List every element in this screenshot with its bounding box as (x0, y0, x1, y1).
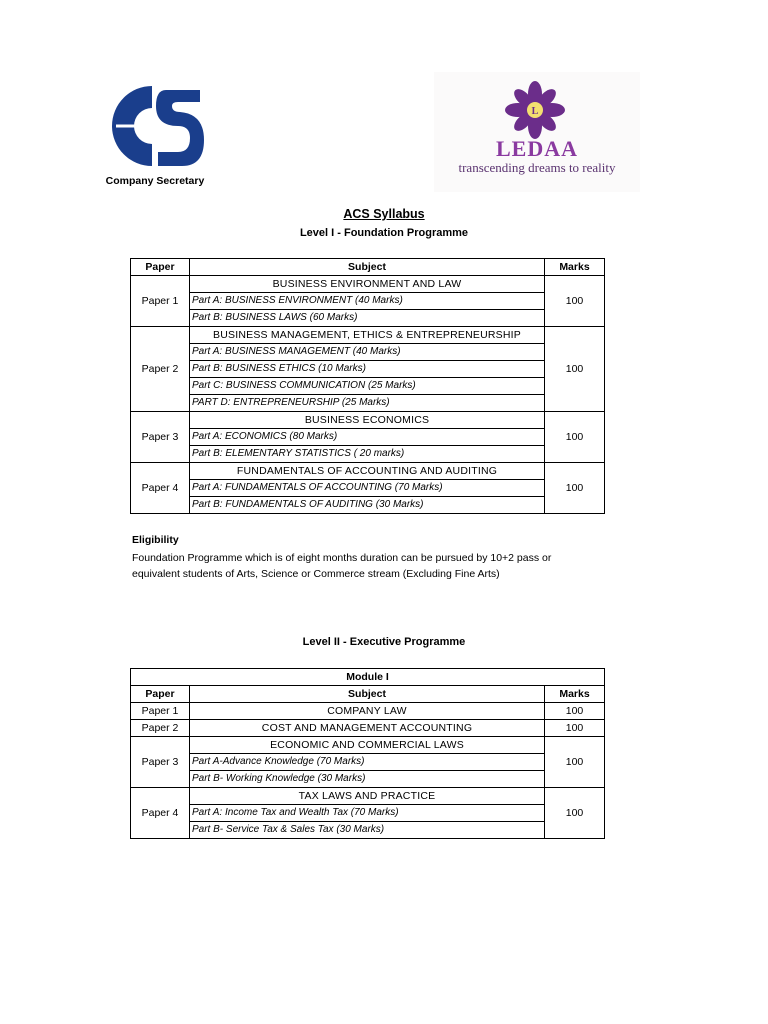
table-row (131, 395, 605, 412)
ledaa-initial: L (531, 106, 539, 117)
table-row (131, 463, 605, 480)
header-subject: Subject (190, 686, 545, 703)
subject-cell: BUSINESS ENVIRONMENT AND LAW (190, 276, 545, 293)
paper-cell: Paper 3 (131, 737, 190, 788)
marks-cell: 100 (545, 720, 605, 737)
executive-table (130, 668, 605, 839)
table-row (131, 327, 605, 344)
marks-cell: 100 (545, 276, 605, 327)
subject-cell: BUSINESS ECONOMICS (190, 412, 545, 429)
paper-cell: Paper 2 (131, 327, 190, 412)
marks-cell: 100 (545, 737, 605, 788)
eligibility-heading: Eligibility (132, 534, 179, 546)
part-cell: Part A: ECONOMICS (80 Marks) (190, 429, 545, 446)
part-cell: Part A: FUNDAMENTALS OF ACCOUNTING (70 Marks) (190, 480, 545, 497)
eligibility-line: Foundation Programme which is of eight months duration can be pursued by 10+2 pass or (132, 552, 552, 564)
table-row (131, 293, 605, 310)
header-paper: Paper (131, 686, 190, 703)
table-row (131, 805, 605, 822)
part-cell: Part B: ELEMENTARY STATISTICS ( 20 marks) (190, 446, 545, 463)
table-row (131, 310, 605, 327)
ledaa-tagline: transcending dreams to reality (458, 160, 616, 175)
page-title: ACS Syllabus (343, 207, 425, 221)
marks-cell: 100 (545, 327, 605, 412)
paper-cell: Paper 1 (131, 276, 190, 327)
subject-cell: COMPANY LAW (190, 703, 545, 720)
header-marks: Marks (545, 259, 605, 276)
table-row (131, 771, 605, 788)
table-row (131, 378, 605, 395)
table-row (131, 361, 605, 378)
paper-cell: Paper 2 (131, 720, 190, 737)
part-cell: Part B: BUSINESS ETHICS (10 Marks) (190, 361, 545, 378)
table-row (131, 497, 605, 514)
table-row (131, 788, 605, 805)
eligibility-line: equivalent students of Arts, Science or Commerce stream (Excluding Fine Arts) (132, 568, 500, 580)
marks-cell: 100 (545, 788, 605, 839)
subject-cell: TAX LAWS AND PRACTICE (190, 788, 545, 805)
module-row (131, 669, 605, 686)
table-row (131, 429, 605, 446)
table-row (131, 446, 605, 463)
paper-cell: Paper 4 (131, 463, 190, 514)
subject-cell: FUNDAMENTALS OF ACCOUNTING AND AUDITING (190, 463, 545, 480)
part-cell: Part A: BUSINESS MANAGEMENT (40 Marks) (190, 344, 545, 361)
subject-cell: ECONOMIC AND COMMERCIAL LAWS (190, 737, 545, 754)
part-cell: Part A-Advance Knowledge (70 Marks) (190, 754, 545, 771)
marks-cell: 100 (545, 412, 605, 463)
foundation-table (130, 258, 605, 514)
eligibility-text (132, 550, 612, 582)
table-row (131, 703, 605, 720)
table-row (131, 480, 605, 497)
module-title: Module I (131, 669, 605, 686)
flower-icon (504, 80, 566, 140)
table-row (131, 822, 605, 839)
part-cell: Part B- Service Tax & Sales Tax (30 Marks) (190, 822, 545, 839)
paper-cell: Paper 4 (131, 788, 190, 839)
part-cell: Part B- Working Knowledge (30 Marks) (190, 771, 545, 788)
paper-cell: Paper 3 (131, 412, 190, 463)
header-subject: Subject (190, 259, 545, 276)
paper-cell: Paper 1 (131, 703, 190, 720)
subject-cell: COST AND MANAGEMENT ACCOUNTING (190, 720, 545, 737)
part-cell: Part A: BUSINESS ENVIRONMENT (40 Marks) (190, 293, 545, 310)
ledaa-logo (434, 72, 640, 192)
marks-cell: 100 (545, 703, 605, 720)
level2-heading: Level II - Executive Programme (302, 636, 466, 648)
table-header-row (131, 259, 605, 276)
level1-heading: Level I - Foundation Programme (299, 227, 469, 239)
header-marks: Marks (545, 686, 605, 703)
marks-cell: 100 (545, 463, 605, 514)
cs-caption: Company Secretary (105, 175, 205, 187)
part-cell: Part A: Income Tax and Wealth Tax (70 Marks) (190, 805, 545, 822)
subject-cell: BUSINESS MANAGEMENT, ETHICS & ENTREPRENEURSHIP (190, 327, 545, 344)
table-row (131, 344, 605, 361)
cs-logo (108, 82, 204, 170)
table-row (131, 754, 605, 771)
part-cell: PART D: ENTREPRENEURSHIP (25 Marks) (190, 395, 545, 412)
table-row (131, 737, 605, 754)
ledaa-name: LEDAA (495, 136, 578, 161)
table-row (131, 276, 605, 293)
header-paper: Paper (131, 259, 190, 276)
table-header-row (131, 686, 605, 703)
part-cell: Part C: BUSINESS COMMUNICATION (25 Marks) (190, 378, 545, 395)
table-row (131, 720, 605, 737)
part-cell: Part B: BUSINESS LAWS (60 Marks) (190, 310, 545, 327)
table-row (131, 412, 605, 429)
part-cell: Part B: FUNDAMENTALS OF AUDITING (30 Marks) (190, 497, 545, 514)
